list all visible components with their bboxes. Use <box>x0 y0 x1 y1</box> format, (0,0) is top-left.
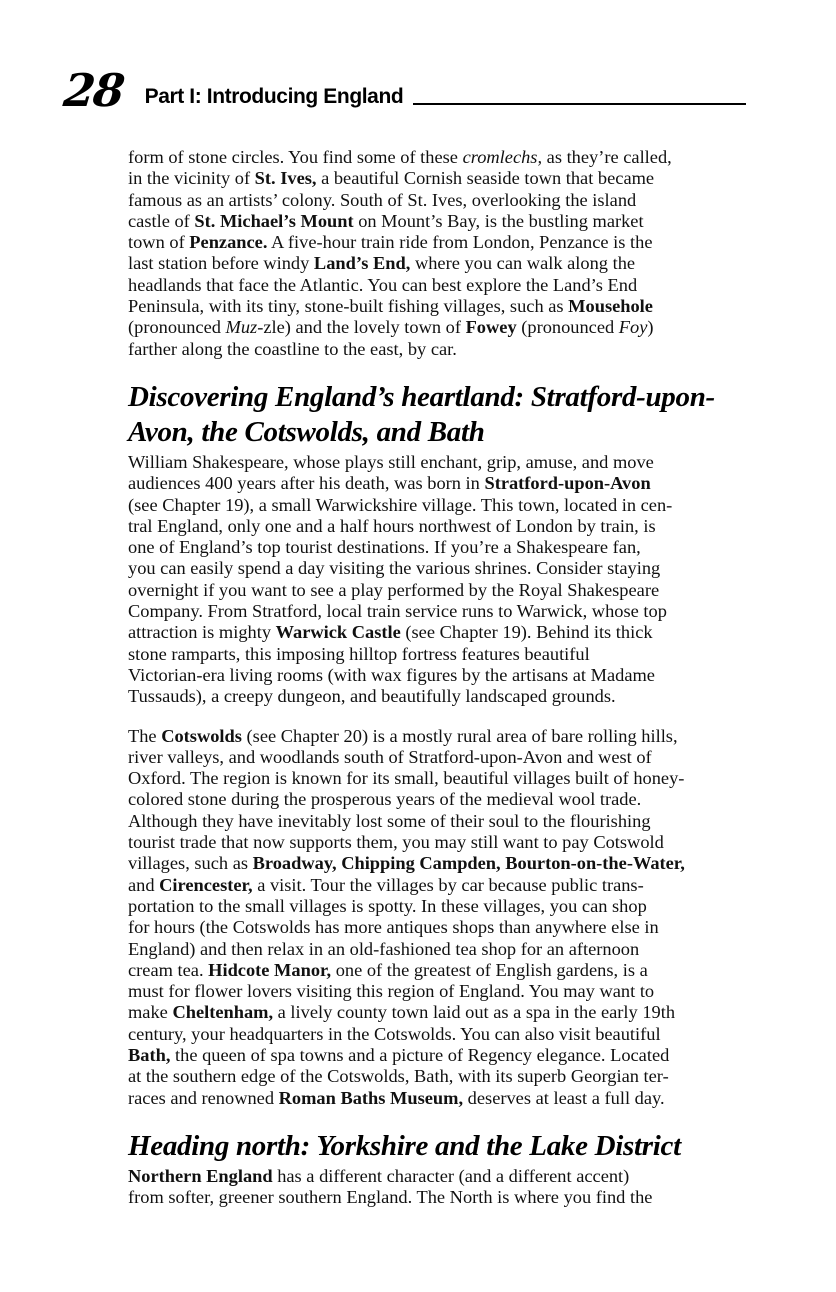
text-line: make Cheltenham, a lively county town laid out as a spa in the early 19th <box>128 1002 676 1023</box>
text-line: in the vicinity of St. Ives, a beautiful Cornish seaside town that became <box>128 168 655 189</box>
text-line: Oxford. The region is known for its small, beautiful villages built of honey- <box>128 768 685 789</box>
text-line: stone ramparts, this imposing hilltop fortress features beautiful <box>128 643 590 664</box>
text-line: tourist trade that now supports them, you may still want to pay Cotswold <box>128 832 664 853</box>
text-line: one of England’s top tourist destinations. If you’re a Shakespeare fan, <box>128 537 641 558</box>
text-line: and Cirencester, a visit. Tour the villages by car because public trans- <box>128 874 644 895</box>
text-line: at the southern edge of the Cotswolds, Bath, with its superb Georgian ter- <box>128 1066 669 1087</box>
text-line: Heading north: Yorkshire and the Lake District <box>128 1129 681 1162</box>
text-line: Tussauds), a creepy dungeon, and beautifully landscaped grounds. <box>128 686 616 707</box>
text-line: castle of St. Michael’s Mount on Mount’s Bay, is the bustling market <box>128 210 644 231</box>
text-line: (see Chapter 19), a small Warwickshire village. This town, located in cen- <box>128 494 673 515</box>
text-line: last station before windy Land’s End, where you can walk along the <box>128 253 636 274</box>
text-line: headlands that face the Atlantic. You can best explore the Land’s End <box>128 274 638 295</box>
text-line: Northern England has a different character (and a different accent) <box>128 1165 630 1186</box>
text-line: (pronounced Muz-zle) and the lovely town of Fowey (pronounced Foy) <box>128 317 654 338</box>
text-line: must for flower lovers visiting this region of England. You may want to <box>128 981 655 1002</box>
text-line: portation to the small villages is spotty. In these villages, you can shop <box>128 895 647 916</box>
running-head <box>61 64 746 117</box>
text-line: Company. From Stratford, local train service runs to Warwick, whose top <box>128 601 667 622</box>
paragraph <box>128 452 788 708</box>
text-line: Victorian-era living rooms (with wax figures by the artisans at Madame <box>128 664 655 685</box>
text-line: The Cotswolds (see Chapter 20) is a mostly rural area of bare rolling hills, <box>128 725 678 746</box>
page-content <box>128 147 788 1208</box>
text-line: Bath, the queen of spa towns and a picture of Regency elegance. Located <box>128 1044 670 1065</box>
paragraph <box>128 726 788 1109</box>
text-line: William Shakespeare, whose plays still enchant, grip, amuse, and move <box>128 451 654 472</box>
text-line: colored stone during the prosperous years of the medieval wool trade. <box>128 789 642 810</box>
text-line: you can easily spend a day visiting the various shrines. Consider staying <box>128 558 661 579</box>
section-heading <box>128 380 788 450</box>
paragraph <box>128 147 788 360</box>
paragraph <box>128 1166 788 1209</box>
text-line: Discovering England’s heartland: Stratford-upon- <box>128 380 715 413</box>
text-line: cream tea. Hidcote Manor, one of the greatest of English gardens, is a <box>128 959 648 980</box>
text-line: Avon, the Cotswolds, and Bath <box>128 415 485 448</box>
text-line: Peninsula, with its tiny, stone-built fishing villages, such as Mousehole <box>128 296 653 317</box>
text-line: form of stone circles. You find some of these cromlechs, as they’re called, <box>128 147 672 167</box>
text-line: England) and then relax in an old-fashioned tea shop for an afternoon <box>128 938 640 959</box>
text-line: races and renowned Roman Baths Museum, deserves at least a full day. <box>128 1087 665 1108</box>
text-line: town of Penzance. A five-hour train ride from London, Penzance is the <box>128 232 653 253</box>
text-line: river valleys, and woodlands south of Stratford-upon-Avon and west of <box>128 746 652 767</box>
text-line: farther along the coastline to the east, by car. <box>128 338 457 359</box>
text-line: villages, such as Broadway, Chipping Campden, Bourton-on-the-Water, <box>128 853 685 874</box>
page-number: 28 <box>61 64 126 117</box>
text-line: tral England, only one and a half hours northwest of London by train, is <box>128 515 656 536</box>
part-title: Part I: Introducing England <box>144 85 404 108</box>
text-line: overnight if you want to see a play performed by the Royal Shakespeare <box>128 579 660 600</box>
header-rule <box>413 103 746 105</box>
section-heading <box>128 1129 788 1164</box>
text-line: audiences 400 years after his death, was born in Stratford-upon-Avon <box>128 473 651 494</box>
text-line: from softer, greener southern England. The North is where you find the <box>128 1187 653 1208</box>
text-line: for hours (the Cotswolds has more antiques shops than anywhere else in <box>128 917 659 938</box>
text-line: Although they have inevitably lost some of their soul to the flourishing <box>128 810 651 831</box>
text-line: century, your headquarters in the Cotswolds. You can also visit beautiful <box>128 1023 661 1044</box>
text-line: attraction is mighty Warwick Castle (see Chapter 19). Behind its thick <box>128 622 653 643</box>
text-line: famous as an artists’ colony. South of St. Ives, overlooking the island <box>128 189 637 210</box>
